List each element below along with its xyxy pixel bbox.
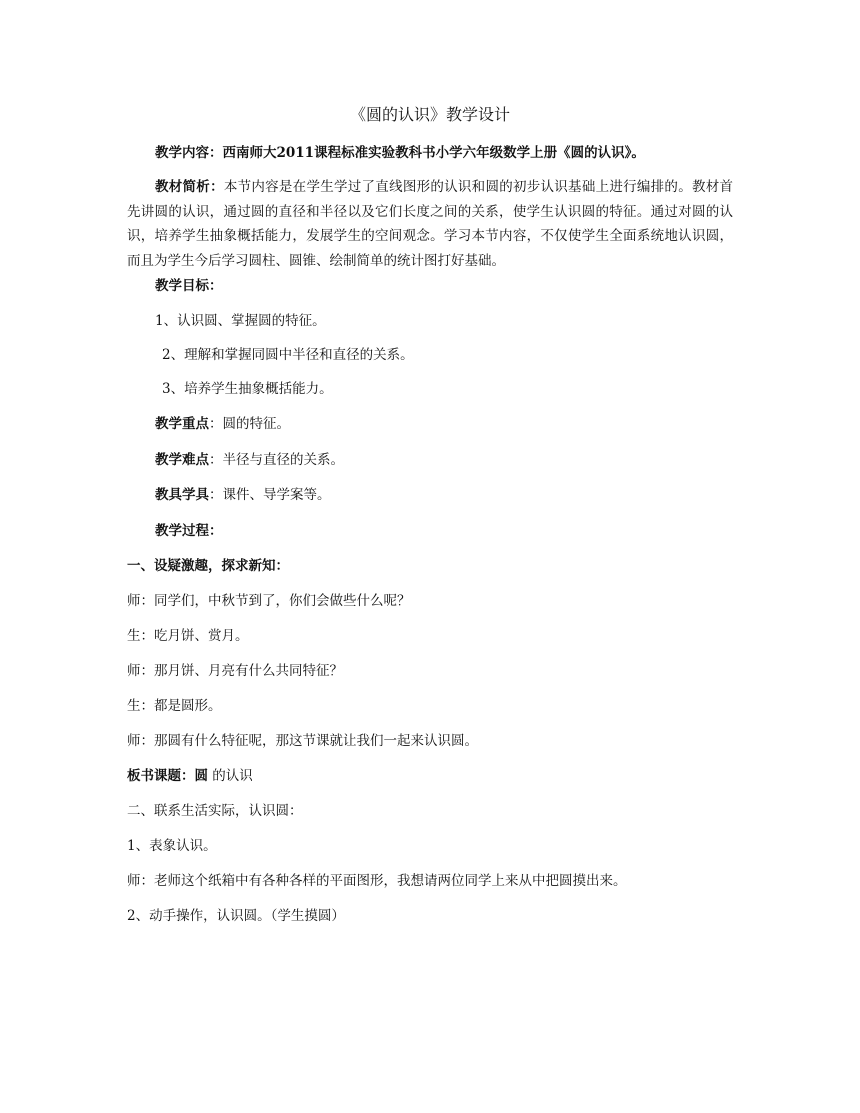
dialog-line-3: 师：那月饼、月亮有什么共同特征？ <box>127 663 343 679</box>
teaching-goals-heading: 教学目标： <box>155 278 223 294</box>
teaching-tools-label: 教具学具 <box>155 487 209 503</box>
step-line-2: 2、动手操作，认识圆。（学生摸圆） <box>127 908 345 924</box>
dialog-line-5: 师：那圆有什么特征呢，那这节课就让我们一起来认识圆。 <box>127 733 478 749</box>
key-point-label: 教学重点 <box>155 416 209 432</box>
material-analysis-paragraph <box>127 175 733 273</box>
step-line-1: 1、表象认识。 <box>127 838 217 854</box>
teaching-process-heading: 教学过程： <box>155 523 223 539</box>
dialog-line-2: 生：吃月饼、赏月。 <box>127 628 249 644</box>
document-title: 《圆的认识》教学设计 <box>349 105 510 124</box>
key-point-line <box>155 415 290 433</box>
difficulty-line <box>155 451 344 469</box>
board-title-label: 板书课题：圆 <box>127 768 208 784</box>
material-analysis-text: 本节内容是在学生学过了直线图形的认识和圆的初步认识基础上进行编排的。教材首先讲圆的认识，通过圆的直径和半径以及它们长度之间的关系，使学生认识圆的特征。通过对圆的认识，培养学生抽象概括能力，发展学生的空间观念。学习本节内容，不仅使学生全面系统地认识圆，而且为学生今后学习圆柱、圆锥、绘制简单的统计图打好基础。 <box>127 179 734 269</box>
dialog-line-4: 生：都是圆形。 <box>127 698 222 714</box>
teaching-content-line: 教学内容：西南师大2011课程标准实验教科书小学六年级数学上册《圆的认识》。 <box>155 145 645 161</box>
goal-item-1: 1、认识圆、掌握圆的特征。 <box>155 313 326 329</box>
dialog-line-6: 师：老师这个纸箱中有各种各样的平面图形，我想请两位同学上来从中把圆摸出来。 <box>127 873 627 889</box>
key-point-text: ：圆的特征。 <box>209 416 290 432</box>
dialog-line-1: 师：同学们，中秋节到了，你们会做些什么呢？ <box>127 593 411 609</box>
difficulty-label: 教学难点 <box>155 452 209 468</box>
board-title-line <box>127 767 253 785</box>
goal-item-3: 3、培养学生抽象概括能力。 <box>162 381 333 397</box>
teaching-tools-text: ：课件、导学案等。 <box>209 487 331 503</box>
section-heading-1: 一、设疑激趣，探求新知： <box>127 558 289 574</box>
teaching-tools-line <box>155 486 331 504</box>
material-analysis-label: 教材简析： <box>155 179 224 195</box>
goal-item-2: 2、理解和掌握同圆中半径和直径的关系。 <box>162 347 414 363</box>
section-heading-2: 二、联系生活实际，认识圆： <box>127 803 303 819</box>
board-title-text: 的认识 <box>208 768 253 784</box>
difficulty-text: ：半径与直径的关系。 <box>209 452 344 468</box>
